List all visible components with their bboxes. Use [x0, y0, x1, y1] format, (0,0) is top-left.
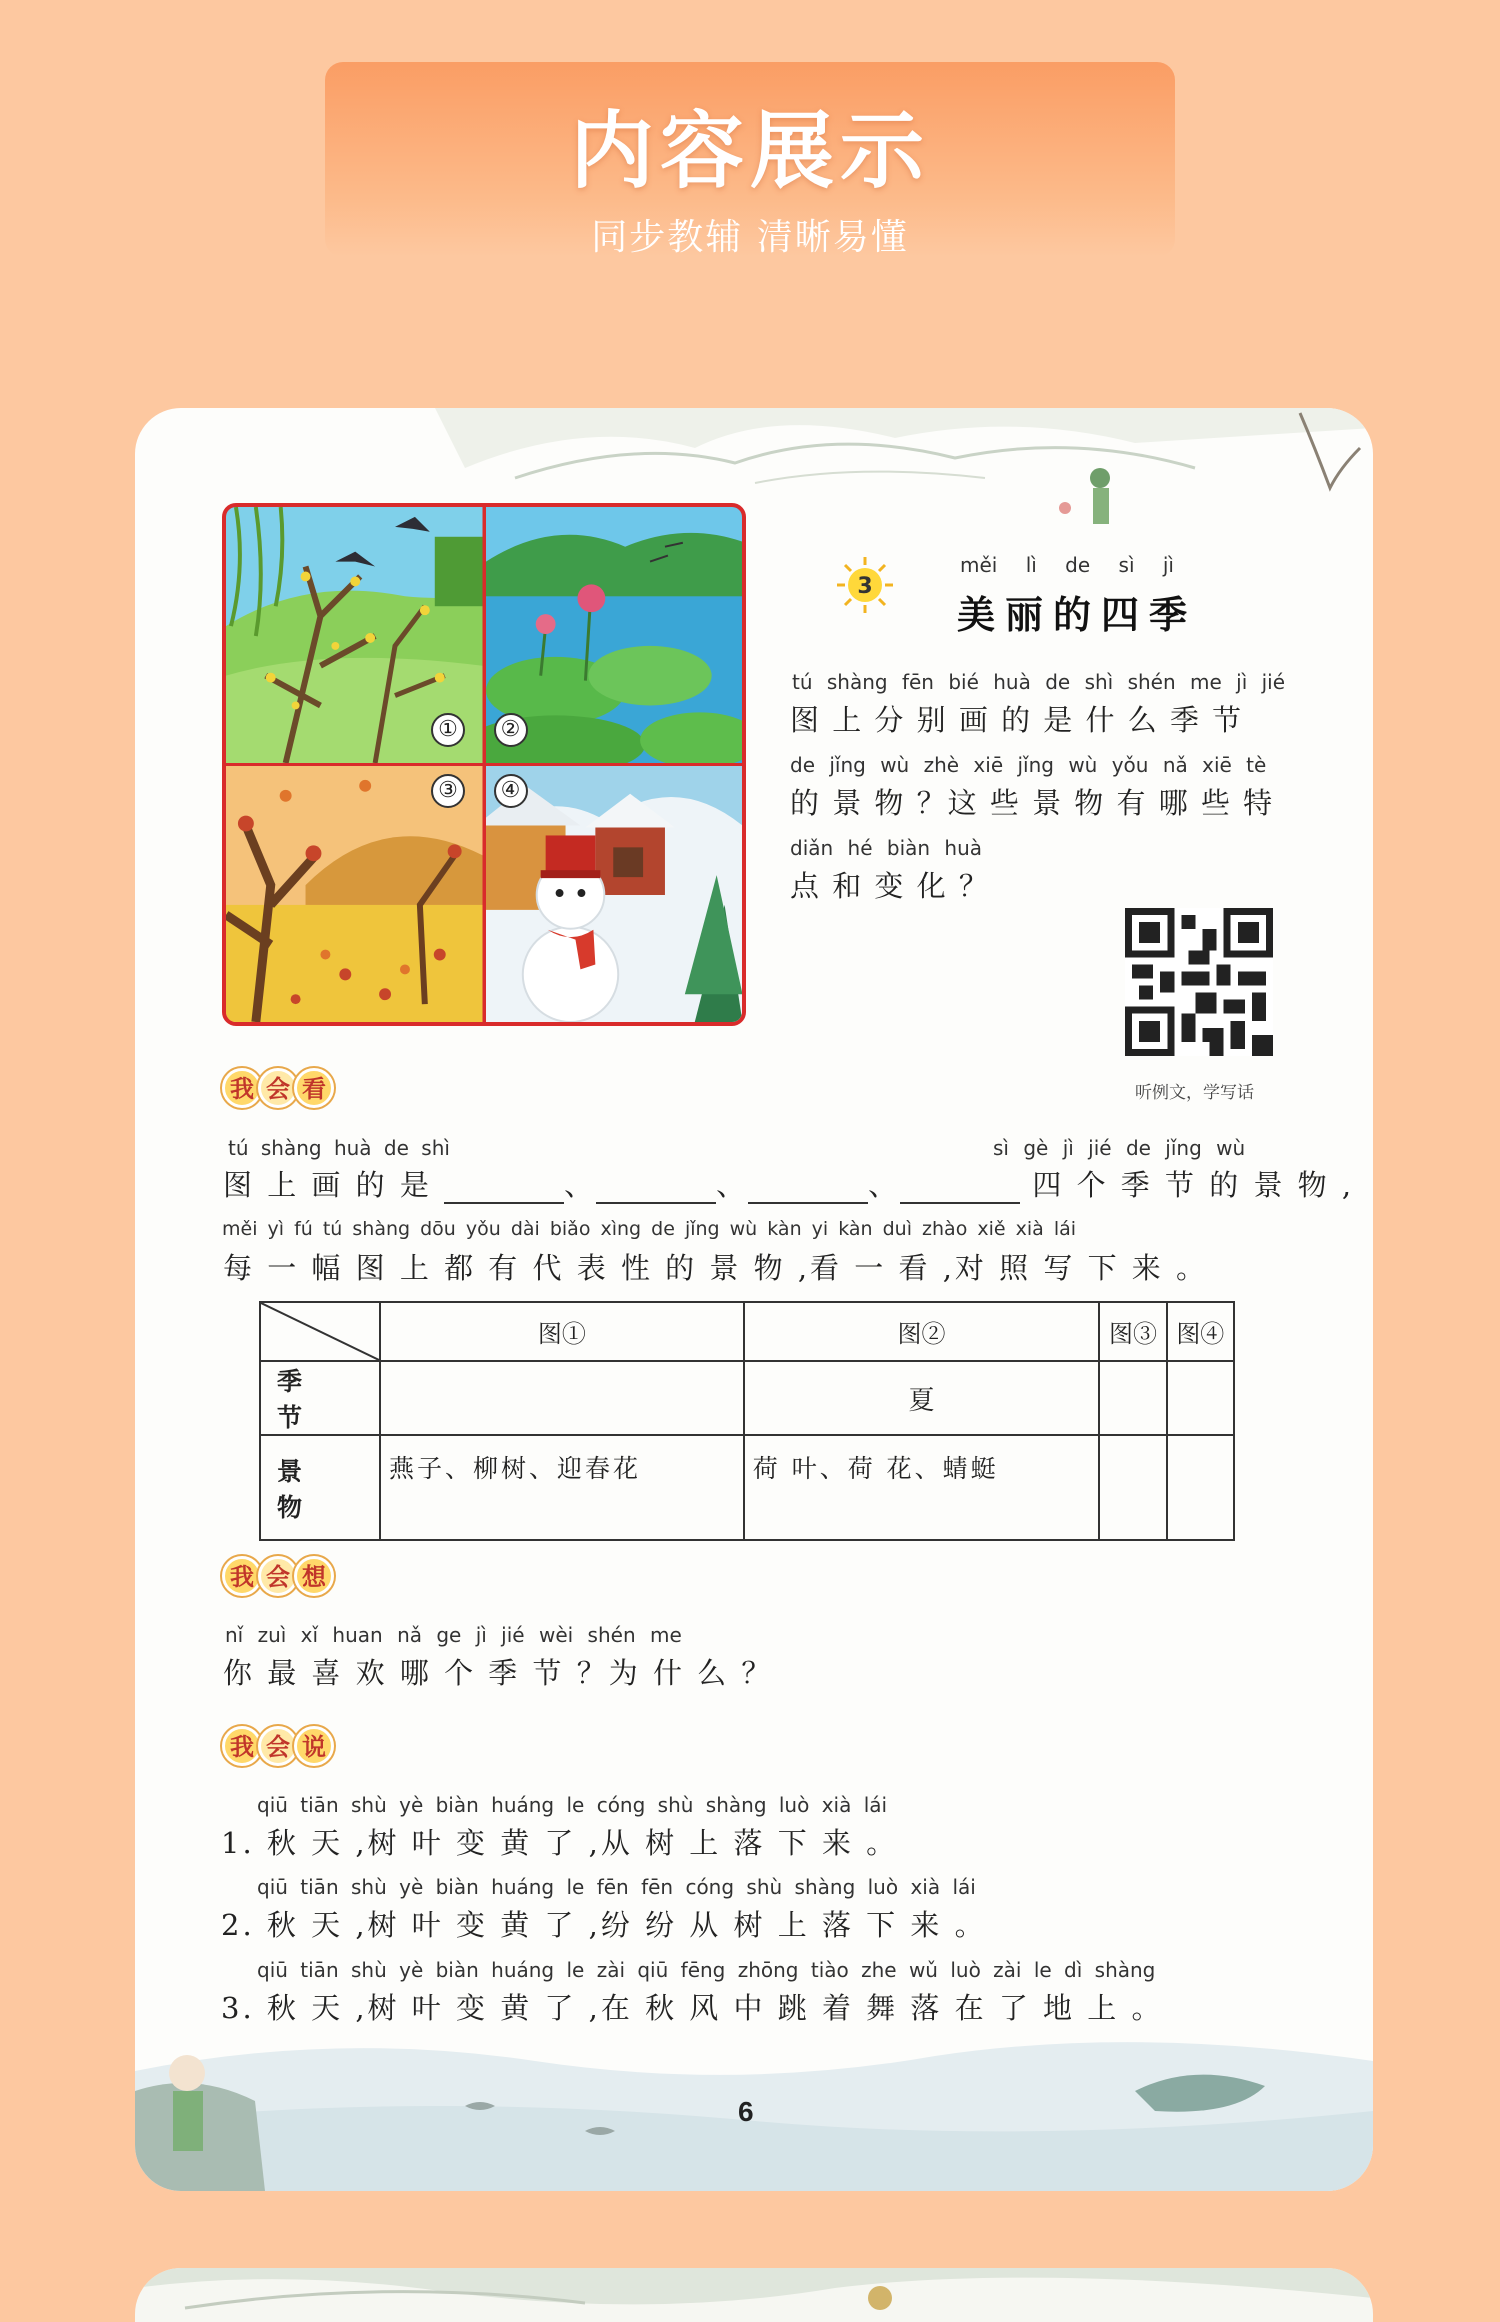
question-pinyin-2: de jǐng wù zhè xiē jǐng wù yǒu nǎ xiē tè [790, 753, 1267, 777]
page-number: 6 [738, 2096, 754, 2127]
say-sentence-1: 1. 秋 天 ,树 叶 变 黄 了 ,从 树 上 落 下 来 。 [221, 1826, 899, 1860]
look-pinyin-right: sì gè jì jié de jǐng wù [993, 1136, 1246, 1160]
section-tag-think: 我 会 想 [222, 1556, 330, 1600]
look-line-2: 每 一 幅 图 上 都 有 代 表 性 的 景 物 ,看 一 看 ,对 照 写 下 来 。 [223, 1251, 1209, 1285]
qr-code-icon[interactable] [1125, 908, 1273, 1056]
look-pinyin-left: tú shàng huà de shì [228, 1136, 450, 1160]
ink-river-decoration-bottom [135, 2011, 1373, 2191]
blank-season-1[interactable] [444, 1176, 564, 1204]
section-tag-look: 我 会 看 [222, 1068, 330, 1112]
table-header-1: 图① [380, 1302, 744, 1361]
scenery-cell-2[interactable]: 荷 叶、荷 花、蜻蜓 [744, 1435, 1100, 1540]
look-line-1: 图 上 画 的 是 、 、 、 四 个 季 节 的 景 物 , [223, 1168, 1355, 1202]
banner-subtitle: 同步教辅 清晰易懂 [591, 217, 909, 258]
section-tag-say: 我 会 说 [222, 1726, 330, 1770]
summer-picture [486, 507, 743, 763]
say-sentence-2: 2. 秋 天 ,树 叶 变 黄 了 ,纷 纷 从 树 上 落 下 来 。 [221, 1908, 987, 1942]
blank-season-4[interactable] [900, 1176, 1020, 1204]
next-page-decoration [135, 2268, 1373, 2322]
scenery-cell-4[interactable] [1167, 1435, 1234, 1540]
say-pinyin-3: qiū tiān shù yè biàn huáng le zài qiū fēng zhōng tiào zhe wǔ luò zài le dì shàng [257, 1958, 1156, 1982]
season-cell-3[interactable] [1099, 1361, 1166, 1435]
scenery-cell-1[interactable]: 燕子、柳树、迎春花 [380, 1435, 744, 1540]
row-label-season: 季 节 [260, 1361, 380, 1435]
autumn-picture [226, 766, 483, 1022]
season-cell-2[interactable]: 夏 [744, 1361, 1100, 1435]
lesson-number: 3 [857, 574, 873, 599]
textbook-page [135, 408, 1373, 2191]
banner-title: 内容展示 [569, 102, 930, 200]
blank-season-3[interactable] [748, 1176, 868, 1204]
scenery-cell-3[interactable] [1099, 1435, 1166, 1540]
season-fill-table [259, 1301, 1235, 1541]
question-line-3: 点 和 变 化 ？ [790, 869, 990, 903]
table-corner [260, 1302, 380, 1361]
look-pinyin-2: měi yì fú tú shàng dōu yǒu dài biǎo xìng de jǐng wù kàn yi kàn duì zhào xiě xià lái [222, 1218, 1077, 1240]
say-pinyin-1: qiū tiān shù yè biàn huáng le cóng shù shàng luò xià lái [257, 1793, 888, 1817]
lesson-title-pinyin: měi lì de sì jì [960, 553, 1174, 577]
picture-number-4: ④ [494, 774, 528, 808]
question-line-1: 图 上 分 别 画 的 是 什 么 季 节 [790, 703, 1244, 737]
think-pinyin: nǐ zuì xǐ huan nǎ ge jì jié wèi shén me [225, 1623, 682, 1647]
table-header-3: 图③ [1099, 1302, 1166, 1361]
lesson-title: 美丽的四季 [957, 592, 1198, 637]
question-line-2: 的 景 物 ？这 些 景 物 有 哪 些 特 [790, 786, 1275, 820]
blank-season-2[interactable] [596, 1176, 716, 1204]
table-header-2: 图② [744, 1302, 1100, 1361]
picture-number-2: ② [494, 713, 528, 747]
lesson-number-sun-icon [835, 555, 895, 615]
say-sentence-3: 3. 秋 天 ,树 叶 变 黄 了 ,在 秋 风 中 跳 着 舞 落 在 了 地 上 。 [221, 1991, 1164, 2025]
season-cell-1[interactable] [380, 1361, 744, 1435]
four-seasons-picture-grid [222, 503, 746, 1026]
say-pinyin-2: qiū tiān shù yè biàn huáng le fēn fēn cóng shù shàng luò xià lái [257, 1875, 976, 1899]
winter-picture [486, 766, 743, 1022]
question-pinyin-3: diǎn hé biàn huà [790, 836, 983, 860]
picture-number-1: ① [431, 713, 465, 747]
picture-number-3: ③ [431, 774, 465, 808]
spring-picture [226, 507, 483, 763]
question-pinyin-1: tú shàng fēn bié huà de shì shén me jì jié [792, 670, 1286, 694]
row-label-scenery: 景 物 [260, 1435, 380, 1540]
qr-caption: 听例文，学写话 [1135, 1083, 1254, 1103]
think-question: 你 最 喜 欢 哪 个 季 节 ？为 什 么 ？ [223, 1656, 774, 1690]
table-header-4: 图④ [1167, 1302, 1234, 1361]
next-page-preview [135, 2268, 1373, 2322]
header-banner [325, 62, 1175, 257]
season-cell-4[interactable] [1167, 1361, 1234, 1435]
